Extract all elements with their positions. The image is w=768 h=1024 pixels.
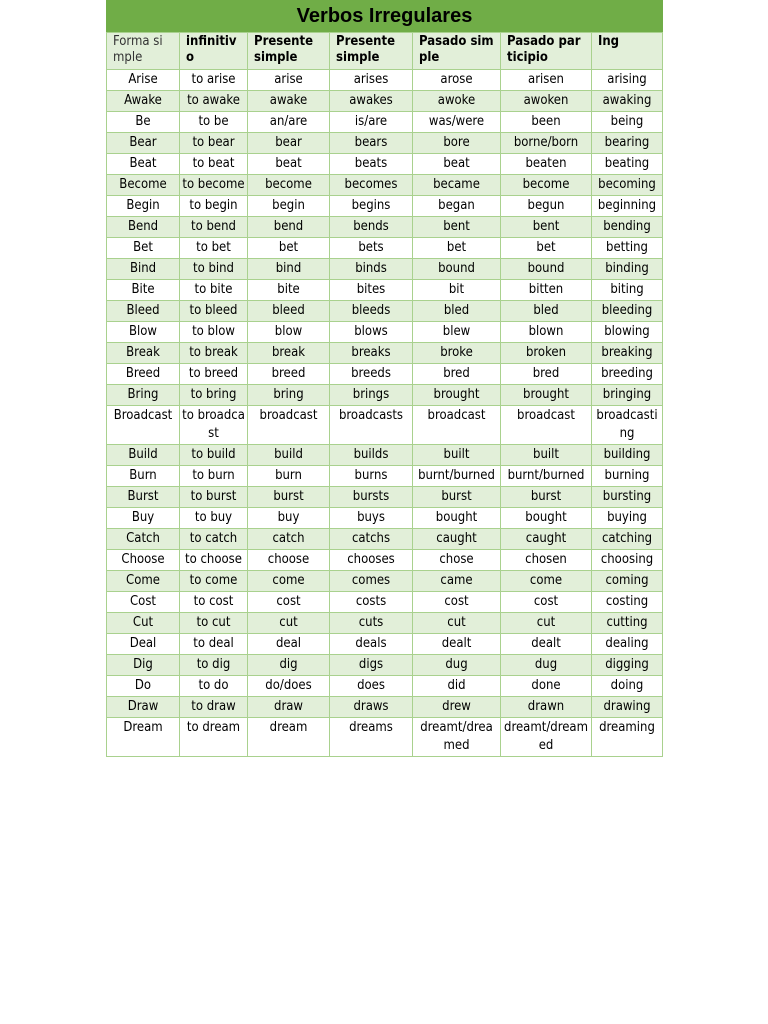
presente-simple-3rd-cell: is/are <box>330 112 413 133</box>
infinitivo-cell: to bear <box>180 133 248 154</box>
table-row <box>107 259 663 280</box>
infinitivo-cell: to awake <box>180 91 248 112</box>
infinitivo-cell: to deal <box>180 634 248 655</box>
table-row <box>107 238 663 259</box>
table-row <box>107 133 663 154</box>
header-presente-simple-3rd: Presente simple <box>330 33 413 70</box>
presente-simple-cell: dig <box>248 655 330 676</box>
presente-simple-cell: come <box>248 571 330 592</box>
ing-cell: choosing <box>592 550 663 571</box>
ing-cell: betting <box>592 238 663 259</box>
presente-simple-cell: blow <box>248 322 330 343</box>
pasado-simple-cell: came <box>413 571 501 592</box>
infinitivo-cell: to come <box>180 571 248 592</box>
ing-cell: broadcasting <box>592 406 663 445</box>
pasado-simple-cell: burnt/burned <box>413 466 501 487</box>
table-row <box>107 676 663 697</box>
table-row <box>107 406 663 445</box>
ing-cell: burning <box>592 466 663 487</box>
forma-simple-cell: Build <box>107 445 180 466</box>
pasado-simple-cell: bore <box>413 133 501 154</box>
pasado-simple-cell: did <box>413 676 501 697</box>
header-presente-simple: Presente simple <box>248 33 330 70</box>
presente-simple-cell: an/are <box>248 112 330 133</box>
pasado-simple-cell: arose <box>413 70 501 91</box>
presente-simple-cell: build <box>248 445 330 466</box>
table-row <box>107 466 663 487</box>
pasado-participio-cell: dealt <box>501 634 592 655</box>
infinitivo-cell: to begin <box>180 196 248 217</box>
infinitivo-cell: to become <box>180 175 248 196</box>
presente-simple-3rd-cell: broadcasts <box>330 406 413 445</box>
pasado-participio-cell: chosen <box>501 550 592 571</box>
pasado-simple-cell: dreamt/dreamed <box>413 718 501 757</box>
presente-simple-3rd-cell: breeds <box>330 364 413 385</box>
presente-simple-cell: burn <box>248 466 330 487</box>
presente-simple-3rd-cell: dreams <box>330 718 413 757</box>
ing-cell: bursting <box>592 487 663 508</box>
pasado-participio-cell: arisen <box>501 70 592 91</box>
infinitivo-cell: to bet <box>180 238 248 259</box>
forma-simple-cell: Begin <box>107 196 180 217</box>
pasado-simple-cell: broadcast <box>413 406 501 445</box>
table-row <box>107 529 663 550</box>
forma-simple-cell: Burst <box>107 487 180 508</box>
infinitivo-cell: to dream <box>180 718 248 757</box>
presente-simple-cell: dream <box>248 718 330 757</box>
infinitivo-cell: to arise <box>180 70 248 91</box>
table-row <box>107 508 663 529</box>
forma-simple-cell: Do <box>107 676 180 697</box>
presente-simple-3rd-cell: breaks <box>330 343 413 364</box>
forma-simple-cell: Dig <box>107 655 180 676</box>
presente-simple-3rd-cell: cuts <box>330 613 413 634</box>
presente-simple-cell: break <box>248 343 330 364</box>
pasado-simple-cell: awoke <box>413 91 501 112</box>
forma-simple-cell: Bite <box>107 280 180 301</box>
ing-cell: blowing <box>592 322 663 343</box>
pasado-participio-cell: begun <box>501 196 592 217</box>
forma-simple-cell: Broadcast <box>107 406 180 445</box>
pasado-participio-cell: burst <box>501 487 592 508</box>
presente-simple-cell: do/does <box>248 676 330 697</box>
table-row <box>107 217 663 238</box>
ing-cell: coming <box>592 571 663 592</box>
forma-simple-cell: Break <box>107 343 180 364</box>
presente-simple-3rd-cell: comes <box>330 571 413 592</box>
infinitivo-cell: to do <box>180 676 248 697</box>
presente-simple-cell: become <box>248 175 330 196</box>
forma-simple-cell: Bend <box>107 217 180 238</box>
forma-simple-cell: Beat <box>107 154 180 175</box>
ing-cell: being <box>592 112 663 133</box>
pasado-simple-cell: bred <box>413 364 501 385</box>
ing-cell: bending <box>592 217 663 238</box>
presente-simple-cell: draw <box>248 697 330 718</box>
presente-simple-3rd-cell: deals <box>330 634 413 655</box>
presente-simple-3rd-cell: bursts <box>330 487 413 508</box>
ing-cell: doing <box>592 676 663 697</box>
pasado-simple-cell: dealt <box>413 634 501 655</box>
pasado-simple-cell: dug <box>413 655 501 676</box>
pasado-participio-cell: bought <box>501 508 592 529</box>
table-row <box>107 112 663 133</box>
presente-simple-cell: choose <box>248 550 330 571</box>
table-row <box>107 571 663 592</box>
pasado-participio-cell: bled <box>501 301 592 322</box>
ing-cell: costing <box>592 592 663 613</box>
presente-simple-cell: awake <box>248 91 330 112</box>
ing-cell: breaking <box>592 343 663 364</box>
table-row <box>107 445 663 466</box>
header-forma-simple: Forma simple <box>107 33 180 70</box>
presente-simple-3rd-cell: chooses <box>330 550 413 571</box>
forma-simple-cell: Blow <box>107 322 180 343</box>
forma-simple-cell: Cost <box>107 592 180 613</box>
presente-simple-cell: bring <box>248 385 330 406</box>
pasado-simple-cell: bit <box>413 280 501 301</box>
presente-simple-3rd-cell: beats <box>330 154 413 175</box>
presente-simple-cell: bite <box>248 280 330 301</box>
infinitivo-cell: to blow <box>180 322 248 343</box>
pasado-simple-cell: blew <box>413 322 501 343</box>
header-pasado-simple: Pasado simple <box>413 33 501 70</box>
presente-simple-3rd-cell: bends <box>330 217 413 238</box>
ing-cell: drawing <box>592 697 663 718</box>
table-row <box>107 634 663 655</box>
presente-simple-3rd-cell: awakes <box>330 91 413 112</box>
forma-simple-cell: Burn <box>107 466 180 487</box>
presente-simple-3rd-cell: buys <box>330 508 413 529</box>
infinitivo-cell: to build <box>180 445 248 466</box>
table-title: Verbos Irregulares <box>106 0 663 32</box>
table-row <box>107 70 663 91</box>
infinitivo-cell: to bend <box>180 217 248 238</box>
presente-simple-cell: cost <box>248 592 330 613</box>
pasado-simple-cell: beat <box>413 154 501 175</box>
pasado-participio-cell: bet <box>501 238 592 259</box>
pasado-participio-cell: caught <box>501 529 592 550</box>
table-row <box>107 322 663 343</box>
presente-simple-cell: bend <box>248 217 330 238</box>
pasado-participio-cell: blown <box>501 322 592 343</box>
ing-cell: becoming <box>592 175 663 196</box>
ing-cell: catching <box>592 529 663 550</box>
forma-simple-cell: Bring <box>107 385 180 406</box>
pasado-participio-cell: done <box>501 676 592 697</box>
pasado-participio-cell: dreamt/dreamed <box>501 718 592 757</box>
table-row <box>107 91 663 112</box>
forma-simple-cell: Bear <box>107 133 180 154</box>
header-infinitivo: infinitivo <box>180 33 248 70</box>
pasado-participio-cell: built <box>501 445 592 466</box>
pasado-participio-cell: cost <box>501 592 592 613</box>
ing-cell: bearing <box>592 133 663 154</box>
pasado-simple-cell: burst <box>413 487 501 508</box>
presente-simple-3rd-cell: costs <box>330 592 413 613</box>
ing-cell: cutting <box>592 613 663 634</box>
presente-simple-3rd-cell: bets <box>330 238 413 259</box>
presente-simple-cell: broadcast <box>248 406 330 445</box>
ing-cell: arising <box>592 70 663 91</box>
infinitivo-cell: to be <box>180 112 248 133</box>
pasado-participio-cell: broken <box>501 343 592 364</box>
forma-simple-cell: Deal <box>107 634 180 655</box>
presente-simple-3rd-cell: draws <box>330 697 413 718</box>
forma-simple-cell: Bet <box>107 238 180 259</box>
forma-simple-cell: Arise <box>107 70 180 91</box>
pasado-simple-cell: bet <box>413 238 501 259</box>
presente-simple-3rd-cell: burns <box>330 466 413 487</box>
pasado-participio-cell: dug <box>501 655 592 676</box>
pasado-simple-cell: broke <box>413 343 501 364</box>
pasado-simple-cell: brought <box>413 385 501 406</box>
presente-simple-3rd-cell: begins <box>330 196 413 217</box>
infinitivo-cell: to bring <box>180 385 248 406</box>
forma-simple-cell: Bleed <box>107 301 180 322</box>
presente-simple-3rd-cell: becomes <box>330 175 413 196</box>
table-row <box>107 154 663 175</box>
pasado-participio-cell: broadcast <box>501 406 592 445</box>
presente-simple-cell: catch <box>248 529 330 550</box>
infinitivo-cell: to burn <box>180 466 248 487</box>
ing-cell: binding <box>592 259 663 280</box>
ing-cell: bringing <box>592 385 663 406</box>
ing-cell: beginning <box>592 196 663 217</box>
table-row <box>107 550 663 571</box>
presente-simple-cell: bind <box>248 259 330 280</box>
table-body <box>107 70 663 757</box>
presente-simple-3rd-cell: blows <box>330 322 413 343</box>
pasado-participio-cell: become <box>501 175 592 196</box>
table-row <box>107 697 663 718</box>
pasado-participio-cell: been <box>501 112 592 133</box>
presente-simple-cell: begin <box>248 196 330 217</box>
presente-simple-3rd-cell: does <box>330 676 413 697</box>
forma-simple-cell: Catch <box>107 529 180 550</box>
infinitivo-cell: to buy <box>180 508 248 529</box>
presente-simple-3rd-cell: binds <box>330 259 413 280</box>
pasado-participio-cell: awoken <box>501 91 592 112</box>
infinitivo-cell: to bind <box>180 259 248 280</box>
presente-simple-cell: beat <box>248 154 330 175</box>
infinitivo-cell: to beat <box>180 154 248 175</box>
pasado-participio-cell: drawn <box>501 697 592 718</box>
presente-simple-3rd-cell: catchs <box>330 529 413 550</box>
ing-cell: bleeding <box>592 301 663 322</box>
infinitivo-cell: to breed <box>180 364 248 385</box>
table-row <box>107 196 663 217</box>
header-pasado-participio: Pasado participio <box>501 33 592 70</box>
infinitivo-cell: to burst <box>180 487 248 508</box>
pasado-simple-cell: was/were <box>413 112 501 133</box>
ing-cell: awaking <box>592 91 663 112</box>
ing-cell: beating <box>592 154 663 175</box>
presente-simple-3rd-cell: digs <box>330 655 413 676</box>
forma-simple-cell: Buy <box>107 508 180 529</box>
pasado-participio-cell: brought <box>501 385 592 406</box>
forma-simple-cell: Bind <box>107 259 180 280</box>
table-row <box>107 343 663 364</box>
presente-simple-3rd-cell: bites <box>330 280 413 301</box>
presente-simple-3rd-cell: builds <box>330 445 413 466</box>
table-row <box>107 175 663 196</box>
infinitivo-cell: to bite <box>180 280 248 301</box>
pasado-participio-cell: cut <box>501 613 592 634</box>
pasado-participio-cell: borne/born <box>501 133 592 154</box>
infinitivo-cell: to broadcast <box>180 406 248 445</box>
pasado-simple-cell: became <box>413 175 501 196</box>
pasado-simple-cell: drew <box>413 697 501 718</box>
ing-cell: buying <box>592 508 663 529</box>
presente-simple-cell: burst <box>248 487 330 508</box>
presente-simple-cell: bleed <box>248 301 330 322</box>
presente-simple-3rd-cell: brings <box>330 385 413 406</box>
table-row <box>107 280 663 301</box>
forma-simple-cell: Choose <box>107 550 180 571</box>
irregular-verbs-table <box>106 0 663 757</box>
table-row <box>107 364 663 385</box>
forma-simple-cell: Cut <box>107 613 180 634</box>
infinitivo-cell: to dig <box>180 655 248 676</box>
infinitivo-cell: to catch <box>180 529 248 550</box>
ing-cell: dealing <box>592 634 663 655</box>
ing-cell: dreaming <box>592 718 663 757</box>
pasado-participio-cell: burnt/burned <box>501 466 592 487</box>
pasado-simple-cell: cut <box>413 613 501 634</box>
forma-simple-cell: Become <box>107 175 180 196</box>
header-row <box>107 33 663 70</box>
ing-cell: digging <box>592 655 663 676</box>
pasado-participio-cell: bitten <box>501 280 592 301</box>
pasado-simple-cell: chose <box>413 550 501 571</box>
presente-simple-cell: arise <box>248 70 330 91</box>
pasado-simple-cell: began <box>413 196 501 217</box>
pasado-simple-cell: bent <box>413 217 501 238</box>
pasado-simple-cell: bled <box>413 301 501 322</box>
infinitivo-cell: to break <box>180 343 248 364</box>
infinitivo-cell: to cut <box>180 613 248 634</box>
presente-simple-cell: cut <box>248 613 330 634</box>
forma-simple-cell: Breed <box>107 364 180 385</box>
presente-simple-3rd-cell: bears <box>330 133 413 154</box>
pasado-simple-cell: built <box>413 445 501 466</box>
pasado-simple-cell: bound <box>413 259 501 280</box>
infinitivo-cell: to choose <box>180 550 248 571</box>
infinitivo-cell: to bleed <box>180 301 248 322</box>
infinitivo-cell: to draw <box>180 697 248 718</box>
presente-simple-cell: buy <box>248 508 330 529</box>
presente-simple-cell: bear <box>248 133 330 154</box>
pasado-participio-cell: bent <box>501 217 592 238</box>
forma-simple-cell: Be <box>107 112 180 133</box>
ing-cell: breeding <box>592 364 663 385</box>
table-row <box>107 385 663 406</box>
pasado-simple-cell: cost <box>413 592 501 613</box>
forma-simple-cell: Come <box>107 571 180 592</box>
ing-cell: biting <box>592 280 663 301</box>
table-row <box>107 487 663 508</box>
presente-simple-cell: breed <box>248 364 330 385</box>
presente-simple-cell: bet <box>248 238 330 259</box>
presente-simple-3rd-cell: bleeds <box>330 301 413 322</box>
pasado-participio-cell: come <box>501 571 592 592</box>
infinitivo-cell: to cost <box>180 592 248 613</box>
header-ing: Ing <box>592 33 663 70</box>
forma-simple-cell: Dream <box>107 718 180 757</box>
pasado-simple-cell: caught <box>413 529 501 550</box>
presente-simple-3rd-cell: arises <box>330 70 413 91</box>
pasado-participio-cell: beaten <box>501 154 592 175</box>
forma-simple-cell: Awake <box>107 91 180 112</box>
table-row <box>107 613 663 634</box>
pasado-simple-cell: bought <box>413 508 501 529</box>
presente-simple-cell: deal <box>248 634 330 655</box>
table-row <box>107 718 663 757</box>
table-row <box>107 592 663 613</box>
pasado-participio-cell: bound <box>501 259 592 280</box>
forma-simple-cell: Draw <box>107 697 180 718</box>
table-row <box>107 655 663 676</box>
ing-cell: building <box>592 445 663 466</box>
pasado-participio-cell: bred <box>501 364 592 385</box>
table-row <box>107 301 663 322</box>
